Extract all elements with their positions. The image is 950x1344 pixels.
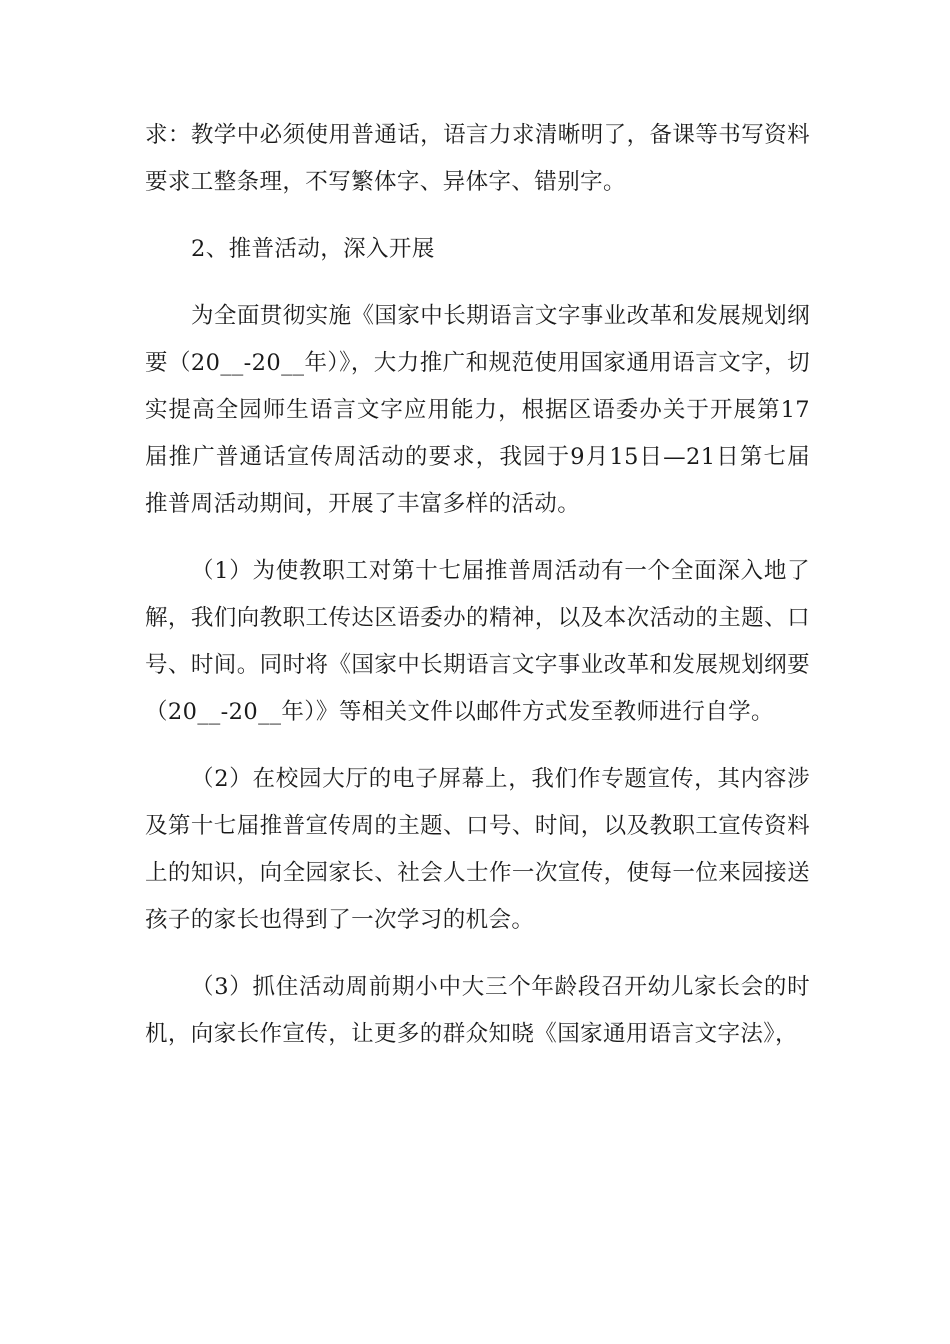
paragraph-item-2: （2）在校园大厅的电子屏幕上，我们作专题宣传，其内容涉及第十七届推普宣传周的主题、口号、时间，以及教职工宣传资料上的知识，向全园家长、社会人士作一次宣传，使每一位来园接送孩子的家长也得到了一次学习的机会。 <box>145 766 810 933</box>
paragraph-continuation: 求：教学中必须使用普通话，语言力求清晰明了，备课等书写资料要求工整条理，不写繁体字、异体字、错别字。 <box>145 122 810 195</box>
paragraph-intro: 为全面贯彻实施《国家中长期语言文字事业改革和发展规划纲要（20__-20__年）》，大力推广和规范使用国家通用语言文字，切实提高全园师生语言文字应用能力，根据区语委办关于开展第17届推广普通话宣传周活动的要求，我园于9月15日—21日第七届推普周活动期间，开展了丰富多样的活动。 <box>145 303 810 517</box>
paragraph-item-3: （3）抓住活动周前期小中大三个年龄段召开幼儿家长会的时机，向家长作宣传，让更多的群众知晓《国家通用语言文字法》， <box>145 974 810 1047</box>
paragraph-item-1: （1）为使教职工对第十七届推普周活动有一个全面深入地了解，我们向教职工传达区语委办的精神，以及本次活动的主题、口号、时间。同时将《国家中长期语言文字事业改革和发展规划纲要（20__-20__年）》等相关文件以邮件方式发至教师进行自学。 <box>145 558 810 725</box>
document-body <box>145 112 810 1078</box>
section-heading: 2、推普活动，深入开展 <box>191 236 435 262</box>
